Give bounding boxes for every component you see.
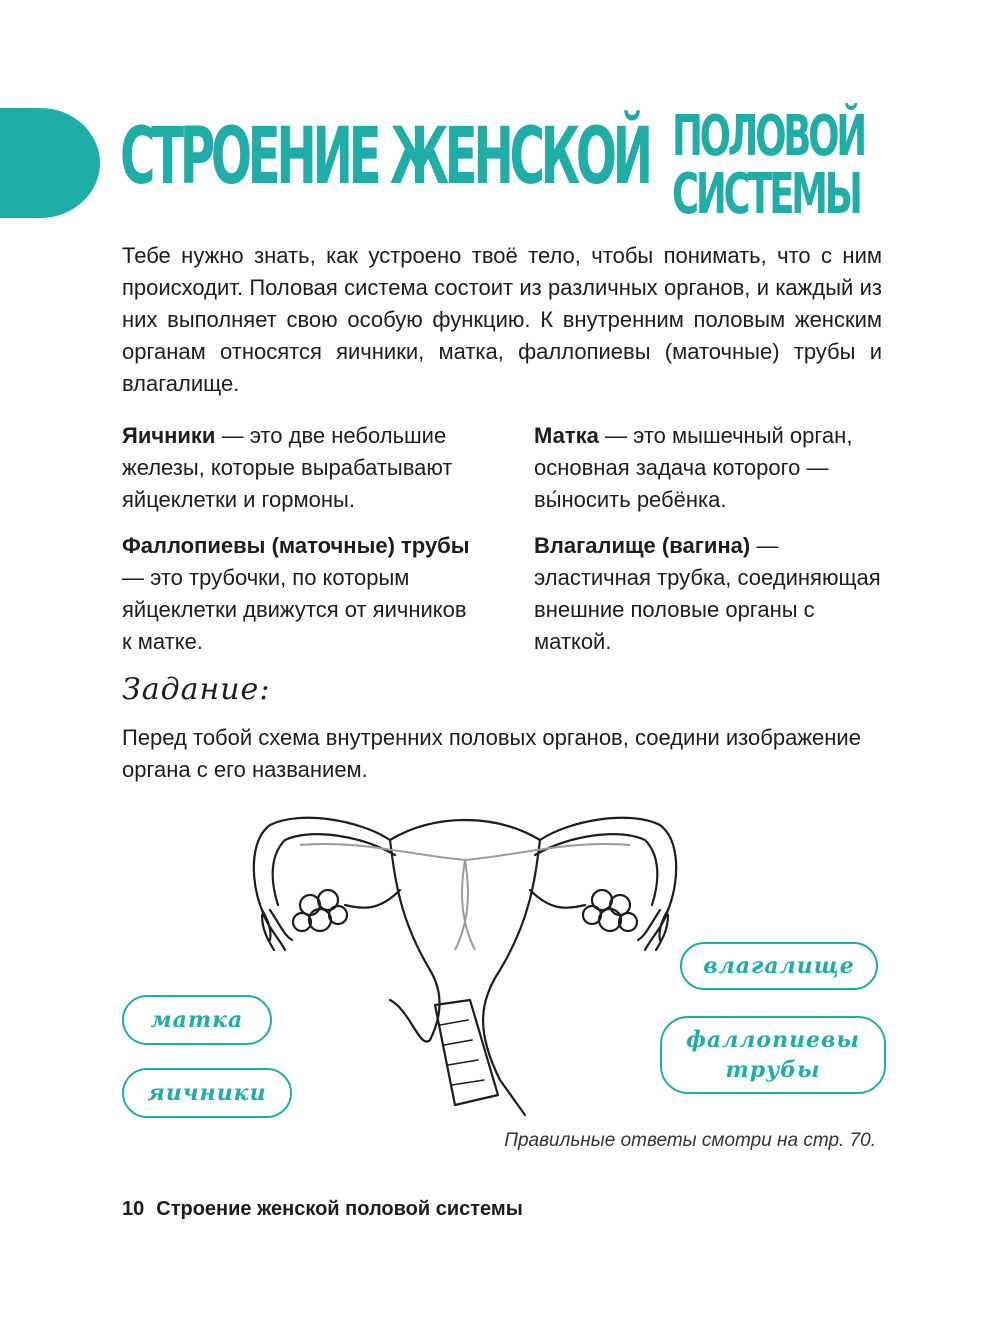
definitions-left-column <box>122 420 482 672</box>
footer-section-title: Строение женской половой системы <box>156 1198 523 1220</box>
label-fallopian-tubes-line1: фаллопиевы <box>686 1027 860 1053</box>
definition-ovaries <box>122 420 482 516</box>
definition-uterus-text: — это мышечный орган, основная задача которого — вы́носить ребёнка. <box>534 423 853 512</box>
definition-tubes <box>122 530 482 658</box>
definition-tubes-text: — это трубочки, по которым яйцеклетки движутся от яичников к матке. <box>122 565 467 654</box>
task-text: Перед тобой схема внутренних половых органов, соедини изображение органа с его названием. <box>122 725 861 782</box>
definition-uterus <box>534 420 894 516</box>
label-fallopian-tubes[interactable] <box>660 1016 886 1094</box>
task-heading: Задание: <box>122 672 271 707</box>
uterus-diagram <box>240 800 690 1120</box>
page-title-main: СТРОЕНИЕ ЖЕНСКОЙ <box>120 112 649 202</box>
term-tubes: Фаллопиевы (маточные) трубы <box>122 533 470 558</box>
definition-ovaries-text: — это две небольшие железы, которые вырабатывают яйцеклетки и гормоны. <box>122 423 453 512</box>
label-vagina[interactable]: влагалище <box>680 942 878 990</box>
page-number: 10 <box>122 1198 145 1220</box>
answer-note: Правильные ответы смотри на стр. 70. <box>504 1130 876 1151</box>
page-title-side-line1: ПОЛОВОЙ <box>672 104 864 169</box>
right-tube <box>540 818 676 940</box>
label-ovaries[interactable]: яичники <box>122 1068 292 1118</box>
label-fallopian-tubes-line2: трубы <box>725 1057 821 1083</box>
page-title-side <box>672 104 864 227</box>
left-tube <box>254 818 390 940</box>
label-uterus[interactable]: матка <box>122 995 272 1045</box>
definition-vagina-text: — эластичная трубка, соединяющая внешние половые органы с маткой. <box>534 533 881 654</box>
decorative-teal-blob <box>0 108 100 218</box>
page-title-side-line2: СИСТЕМЫ <box>672 162 860 227</box>
definition-vagina <box>534 530 894 658</box>
right-ovary <box>583 890 637 931</box>
intro-paragraph: Тебе нужно знать, как устроено твоё тело, чтобы понимать, что с ним происходит. Половая система состоит из различных органов, и каждый из них выполняет свою особую функцию. К внутренним половым женским органам относятся яичники, матка, фаллопиевы (маточные) трубы и влагалище. <box>122 243 882 396</box>
page-footer <box>122 1198 523 1221</box>
definitions-right-column <box>534 420 894 672</box>
term-uterus: Матка <box>534 423 599 448</box>
term-ovaries: Яичники <box>122 423 216 448</box>
left-ovary <box>293 890 347 931</box>
uterine-cavity <box>300 844 630 950</box>
term-vagina: Влагалище (вагина) <box>534 533 751 558</box>
